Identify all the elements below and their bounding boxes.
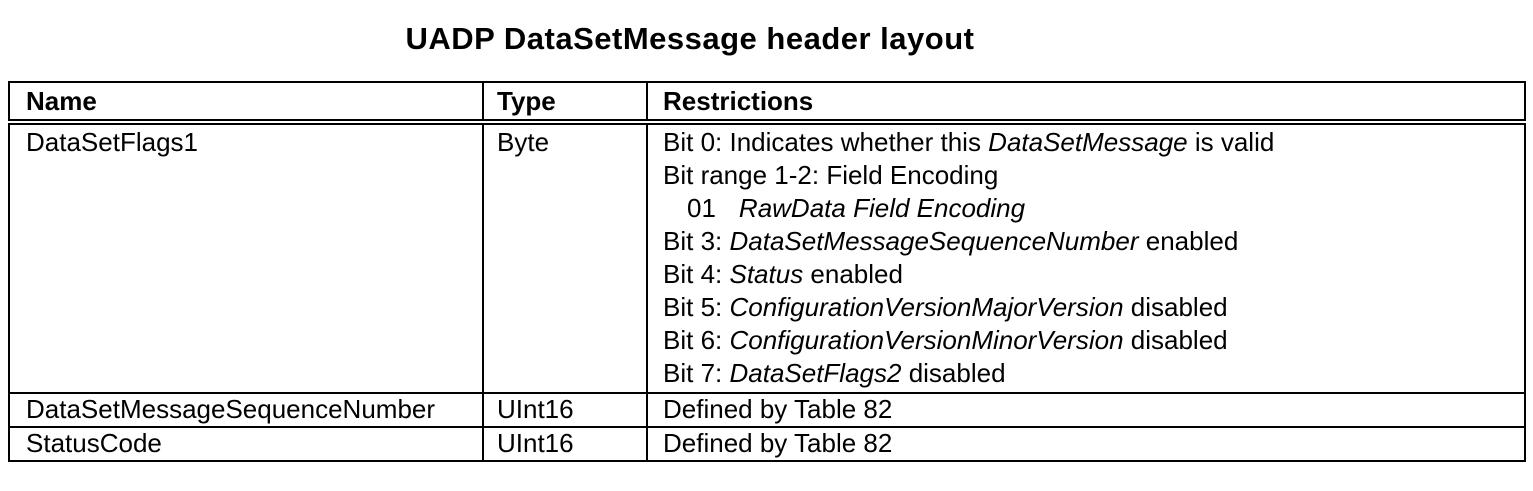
column-header-restrictions: Restrictions	[647, 82, 1525, 122]
text-segment: disabled	[901, 358, 1006, 388]
cell-restrictions	[647, 393, 1525, 427]
restriction-line	[663, 225, 1518, 258]
column-header-type: Type	[483, 82, 647, 122]
italic-term: ConfigurationVersionMinorVersion	[729, 325, 1124, 355]
restriction-line	[663, 395, 1518, 424]
cell-name: DataSetFlags1	[9, 122, 483, 393]
text-segment: enabled	[803, 259, 903, 289]
table-row	[9, 427, 1525, 461]
text-segment: disabled	[1123, 292, 1228, 322]
restriction-line	[663, 159, 1518, 192]
text-segment: Bit 7:	[663, 358, 730, 388]
cell-type: UInt16	[483, 393, 647, 427]
table-row	[9, 122, 1525, 393]
text-segment: Defined by Table 82	[663, 394, 893, 424]
text-segment: enabled	[1138, 226, 1239, 256]
restriction-line	[663, 291, 1518, 324]
cell-restrictions	[647, 427, 1525, 461]
text-segment: 01	[687, 193, 716, 223]
restriction-line	[663, 258, 1518, 291]
text-segment: Bit 6:	[663, 325, 730, 355]
italic-term: DataSetFlags2	[729, 358, 902, 388]
italic-term: Status	[729, 259, 804, 289]
text-segment: is valid	[1187, 127, 1275, 157]
italic-term: DataSetMessage	[988, 127, 1188, 157]
cell-type: UInt16	[483, 427, 647, 461]
cell-name: StatusCode	[9, 427, 483, 461]
restriction-line	[663, 126, 1518, 159]
page-title: UADP DataSetMessage header layout	[405, 21, 975, 56]
text-segment: disabled	[1123, 325, 1228, 355]
restriction-line	[663, 324, 1518, 357]
column-header-name: Name	[9, 82, 483, 122]
text-segment: Bit range 1-2: Field Encoding	[663, 160, 999, 190]
restriction-line	[663, 357, 1518, 390]
uadp-datasetmessage-header-table	[8, 81, 1526, 462]
restriction-line	[687, 192, 1518, 225]
italic-term: ConfigurationVersionMajorVersion	[729, 292, 1124, 322]
text-segment: Bit 0: Indicates whether this	[663, 127, 989, 157]
cell-restrictions	[647, 122, 1525, 393]
cell-type: Byte	[483, 122, 647, 393]
text-segment: Bit 4:	[663, 259, 730, 289]
text-segment: Defined by Table 82	[663, 428, 893, 458]
restriction-line	[663, 429, 1518, 458]
table-header	[9, 82, 1525, 122]
table-body	[9, 122, 1525, 461]
header-row	[9, 82, 1525, 122]
cell-name: DataSetMessageSequenceNumber	[9, 393, 483, 427]
italic-term: RawData Field Encoding	[738, 193, 1026, 223]
table-row	[9, 393, 1525, 427]
text-segment: Bit 5:	[663, 292, 730, 322]
text-segment: Bit 3:	[663, 226, 730, 256]
italic-term: DataSetMessageSequenceNumber	[729, 226, 1139, 256]
